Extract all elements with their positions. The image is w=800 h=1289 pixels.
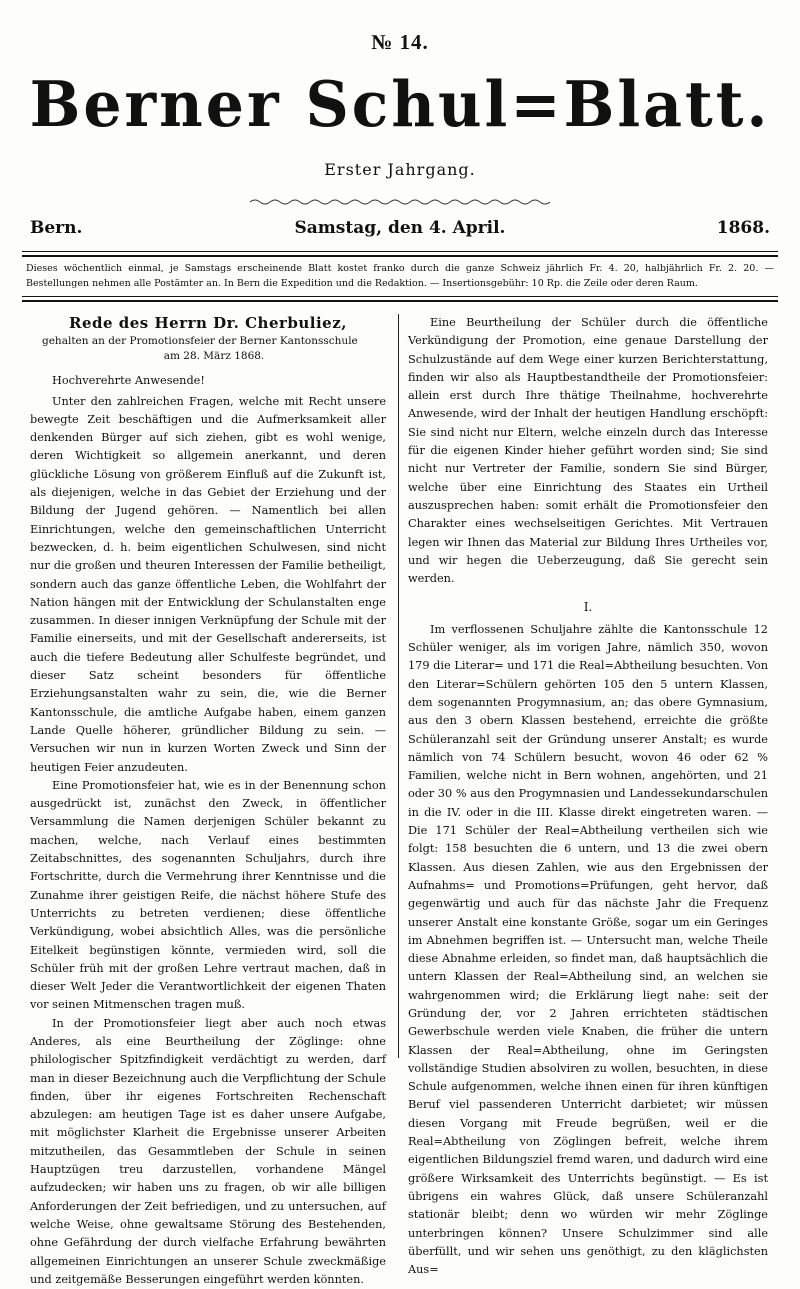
column-right: [408, 314, 768, 1279]
issue-number: № 14.: [371, 30, 429, 54]
paragraph: Im verflossenen Schuljahre zählte die Kantonsschule 12 Schüler weniger, als im vorigen Jahre, nämlich 350, wovon 179 die Literar= und 171 die Real=Abtheilung besuchten. Von den Literar=Schülern gehörten 105 den 5 untern Klassen, dem sogenannten Progymnasium, an; das obere Gymnasium, aus den 3 obern Klassen bestehend, erreichte die größte Schüleranzahl seit der Gründung unserer Anstalt; es wurde nämlich von 74 Schülern besucht, wovon 46 oder 62 % Familien, welche nicht in Bern wohnen, angehörten, und 21 oder 30 % aus den Progymnasien und Landessekundarschulen in die IV. oder in die III. Klasse direkt eingetreten waren. — Die 171 Schüler der Real=Abtheilung vertheilen sich wie folgt: 158 besuchten die 6 untern, und 13 die zwei obern Klassen. Aus diesen Zahlen, wie aus den Ergebnissen der Aufnahms= und Promotions=Prüfungen, geht hervor, daß gegenwärtig und auch für das nächste Jahr die Frequenz unserer Anstalt eine konstante Größe, sogar um ein Geringes im Abnehmen begriffen ist. — Untersucht man, welche Theile diese Abnahme erleiden, so findet man, daß hauptsächlich die untern Klassen der Real=Abtheilung sind, an welchen sie wahrgenommen wird; die Erklärung liegt nahe: seit der Gründung der, vor 2 Jahren errichteten städtischen Gewerbschule werden viele Knaben, die früher die untern Klassen der Real=Abtheilung, ohne im Geringsten vollständige Studien absolviren zu wollen, besuchten, in diese Schule aufgenommen, welche ihnen einen für ihren künftigen Beruf viel passenderen Unterricht darbietet; wir müssen diesen Vorgang mit Freude begrüßen, weil er die Real=Abtheilung von Zöglingen befreit, welche ihrem eigentlichen Bildungsziel fremd waren, und dadurch wird eine größere Wirksamkeit des Unterrichts begünstigt. — Es ist übrigens ein wahres Glück, daß unsere Schüleranzahl stationär bleibt; denn wo würden wir mehr Zöglinge unterbringen können? Unsere Schulzimmer sind alle überfüllt, und wir sehen uns genöthigt, zu den kläglichsten Aus=: [408, 622, 768, 1277]
dateline-place: Bern.: [30, 218, 83, 238]
rule-thin-top: [22, 251, 778, 252]
rule-thick-top: [22, 255, 778, 257]
paragraph: Eine Promotionsfeier hat, wie es in der Benennung schon ausgedrückt ist, zunächst den Zweck, in öffentlicher Versammlung die Namen derjenigen Schüler bekannt zu machen, welche, nach Verlauf eines bestimmten Zeitabschnittes, des sogenannten Schuljahrs, durch ihre Fortschritte, durch die Vermehrung ihrer Kenntnisse und die Zunahme ihrer geistigen Reife, die nächst höhere Stufe des Unterrichts zu betreten verdienen; diese öffentliche Verkündigung, wobei absichtlich Alles, was die persönliche Eitelkeit begünstigen könnte, vermieden wird, soll die Schüler früh mit der großen Lehre vertraut machen, daß in dieser Welt Jeder die Verantwortlichkeit der eigenen Thaten vor seinen Mitmenschen tragen muß.: [30, 778, 386, 1012]
ornamental-wavy-rule: [250, 198, 550, 206]
dateline-year: 1868.: [716, 218, 770, 238]
subscription-notice: Dieses wöchentlich einmal, je Samstags erscheinende Blatt kostet franko durch die ganze Schweiz jährlich Fr. 4. 20, halbjährlich Fr. 2. 20. — Bestellungen nehmen alle Postämter an. In Bern die Expedition und die Redaktion. — Insertionsgebühr: 10 Rp. die Zeile oder deren Raum.: [26, 263, 774, 289]
dateline: [22, 216, 778, 242]
speech-title: Rede des Herrn Dr. Cherbuliez,: [69, 314, 347, 332]
rule-thin-bottom: [22, 296, 778, 297]
column-divider: [398, 314, 399, 1058]
speech-greeting: Hochverehrte Anwesende!: [52, 374, 205, 388]
speech-subtitle: [42, 334, 386, 364]
masthead-title: Berner Schul=Blatt.: [29, 68, 771, 142]
speech-subtitle-line2: am 28. März 1868.: [163, 350, 265, 363]
speech-subtitle-line1: gehalten an der Promotionsfeier der Berner Kantonsschule: [42, 335, 358, 348]
paragraph: Unter den zahlreichen Fragen, welche mit Recht unsere bewegte Zeit beschäftigen und die Aufmerksamkeit aller denkenden Bürger auf sich ziehen, gibt es wohl wenige, deren Wichtigkeit so allgemein anerkannt, und deren glückliche Lösung von größerem Einfluß auf die Zukunft ist, als diejenigen, welche in das Gebiet der Erziehung und der Bildung der Jugend gehören. — Namentlich bei allen Einrichtungen, welche den gemeinschaftlichen Unterricht bezwecken, d. h. beim eigentlichen Schulwesen, sind nicht nur die großen und theuren Interessen der Familie betheiligt, sondern auch das ganze öffentliche Leben, die Wohlfahrt der Nation hängen mit der Entwicklung der Schulanstalten enge zusammen. In dieser innigen Verknüpfung der Schule mit der Familie einerseits, und mit der Gesellschaft andererseits, ist auch die tiefere Bedeutung aller Schulfeste begründet, und dieser Satz scheint besonders für öffentliche Erziehungsanstalten wahr zu sein, die, wie die Berner Kantonsschule, die amtliche Aufgabe haben, einem ganzen Lande Quelle höherer, gründlicher Bildung zu sein. — Versuchen wir nun in kurzen Worten Zweck und Sinn der heutigen Feier anzudeuten.: [30, 394, 386, 774]
rule-thick-bottom: [22, 300, 778, 302]
column-left: [30, 314, 386, 1289]
paragraph: Eine Beurtheilung der Schüler durch die öffentliche Verkündigung der Promotion, eine genaue Darstellung der Schulzustände auf dem Wege einer kurzen Berichterstattung, finden wir also als Hauptbestandtheile der Promotionsfeier: allein erst durch Ihre thätige Theilnahme, hochverehrte Anwesende, wird der Inhalt der heutigen Handlung erschöpft: Sie sind nicht nur Eltern, welche einzeln durch das Interesse für die eigenen Kinder hieher geführt worden sind; Sie sind nicht nur Vertreter der Familie, sondern Sie sind Bürger, welche über eine Einrichtung des Staates ein Urtheil auszusprechen haben: somit erhält die Promotionsfeier den Charakter eines wechselseitigen Gerichtes. Mit Vertrauen legen wir Ihnen das Material zur Bildung Ihres Urtheiles vor, und wir hegen die Ueberzeugung, daß Sie gerecht sein werden.: [408, 316, 768, 586]
paragraph: In der Promotionsfeier liegt aber auch noch etwas Anderes, als eine Beurtheilung der Zöglinge: ohne philologischer Spitzfindigkeit verdächtigt zu werden, darf man in dieser Bezeichnung auch die Verpflichtung der Schule finden, über ihr eigenes Fortschreiten Rechenschaft abzulegen: am heutigen Tage ist es daher unsere Aufgabe, mit möglichster Klarheit die Ergebnisse unserer Arbeiten mitzutheilen, das Gesammtleben der Schule in seinen Hauptzügen treu darzustellen, vorhandene Mängel aufzudecken; wir haben uns zu fragen, ob wir alle billigen Anforderungen der Zeit befriedigen, und zu untersuchen, auf welche Weise, ohne gewaltsame Störung des Bestehenden, ohne Gefährdung der durch vielfache Erfahrung bewährten allgemeinen Einrichtungen an unserer Schule zweckmäßige und zeitgemäße Besserungen eingeführt werden könnten.: [30, 1016, 386, 1286]
dateline-date: Samstag, den 4. April.: [294, 218, 506, 238]
volume-label: Erster Jahrgang.: [324, 160, 476, 179]
section-numeral: I.: [583, 600, 593, 615]
